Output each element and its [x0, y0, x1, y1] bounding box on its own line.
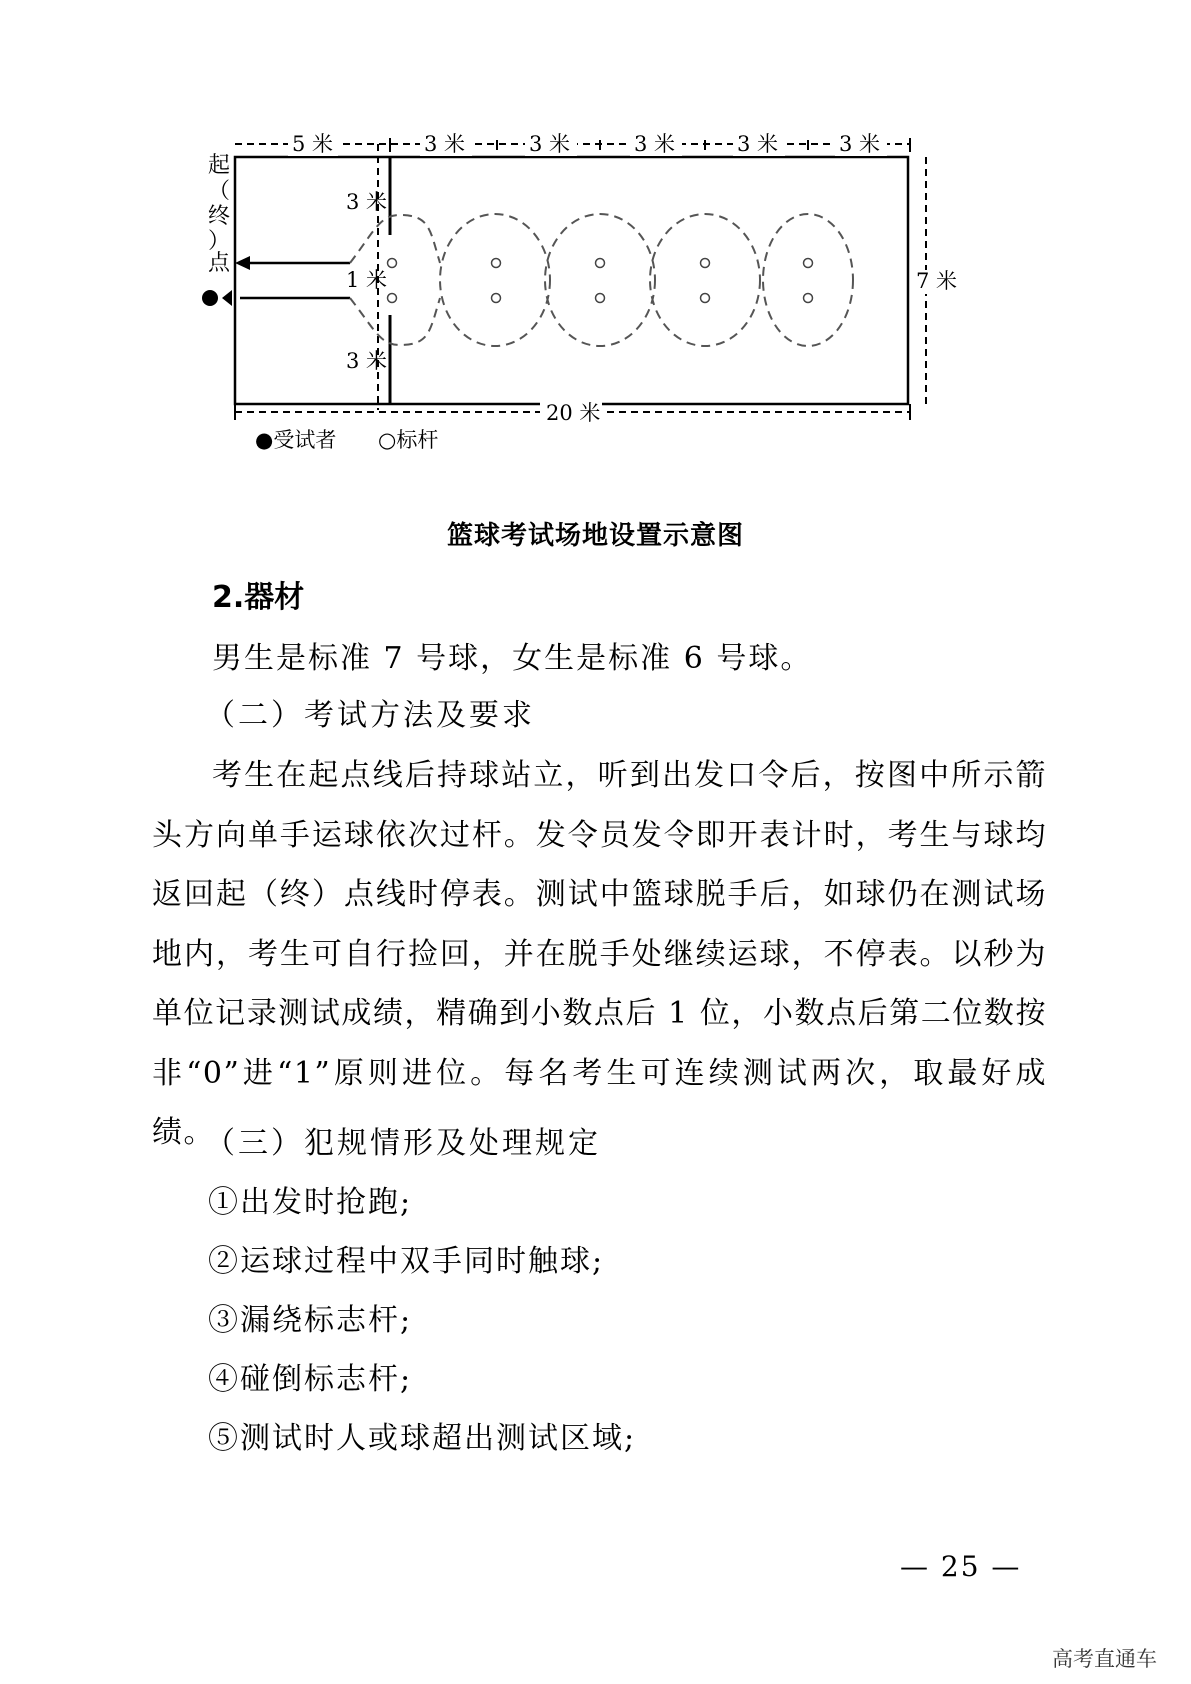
dim-top-5: 3 米	[737, 132, 779, 156]
pole	[492, 294, 501, 303]
side-label-char: ）	[208, 229, 231, 254]
dim-left-middle: 1 米	[346, 268, 388, 292]
figure-caption: 篮球考试场地设置示意图	[446, 521, 744, 551]
court-diagram	[200, 130, 980, 470]
dim-bottom: 20 米	[546, 401, 601, 425]
side-label-char: 点	[208, 251, 231, 276]
arrow-head-return	[235, 256, 250, 270]
pole	[388, 294, 397, 303]
side-label-char: 起	[208, 153, 231, 178]
dim-left-lower: 3 米	[346, 349, 388, 373]
equipment-text: 男生是标准 7 号球，女生是标准 6 号球。	[212, 641, 813, 676]
section-violations-heading: （三）犯规情形及处理规定	[205, 1126, 601, 1161]
section-method-heading: （二）考试方法及要求	[205, 698, 535, 733]
dim-left-upper: 3 米	[346, 190, 388, 214]
method-paragraph: 考生在起点线后持球站立，听到出发口令后，按图中所示箭头方向单手运球依次过杆。发令员发令即开表计时，考生与球均返回起（终）点线时停表。测试中篮球脱手后，如球仍在测试场地内，考生可自行捡回，并在脱手处继续运球，不停表。以秒为单位记录测试成绩，精确到小数点后 1 位，小数点后第二位数按非“0”进“1”原则进位。每名考生可连续测试两次，取最好成绩。	[152, 758, 1047, 1150]
dim-top-2: 3 米	[424, 132, 466, 156]
violation-item: ③漏绕标志杆;	[208, 1303, 413, 1338]
violation-item: ②运球过程中双手同时触球;	[208, 1244, 605, 1279]
pole	[596, 259, 605, 268]
violation-item: ④碰倒标志杆;	[208, 1362, 413, 1397]
legend-pole: ○标杆	[378, 428, 439, 452]
violation-item: ①出发时抢跑;	[208, 1185, 413, 1220]
dim-top-3: 3 米	[529, 132, 571, 156]
dim-top-1: 5 米	[292, 132, 334, 156]
legend-subject: ●受试者	[255, 428, 337, 452]
pole	[701, 294, 710, 303]
side-label-char: 终	[208, 204, 231, 229]
slalom-loop-3	[650, 214, 760, 346]
violation-item: ⑤测试时人或球超出测试区域;	[208, 1421, 637, 1456]
side-label-char: （	[208, 179, 231, 204]
dim-top-4: 3 米	[634, 132, 676, 156]
pole	[804, 294, 813, 303]
pole	[388, 259, 397, 268]
slalom-loop-4	[763, 214, 853, 346]
pole	[596, 294, 605, 303]
dim-top-6: 3 米	[839, 132, 881, 156]
subject-marker	[202, 290, 218, 306]
pole	[701, 259, 710, 268]
slalom-loop-1	[440, 214, 550, 346]
arrow-head-start	[222, 290, 232, 306]
watermark: 高考直通车	[1052, 1647, 1157, 1671]
pole	[804, 259, 813, 268]
page-number: — 25 —	[900, 1550, 1022, 1583]
section-equipment-heading: 2.器材	[212, 580, 305, 615]
slalom-loop-2	[545, 214, 655, 346]
dim-right: 7 米	[916, 269, 958, 293]
court-boundary	[235, 157, 908, 404]
pole	[492, 259, 501, 268]
